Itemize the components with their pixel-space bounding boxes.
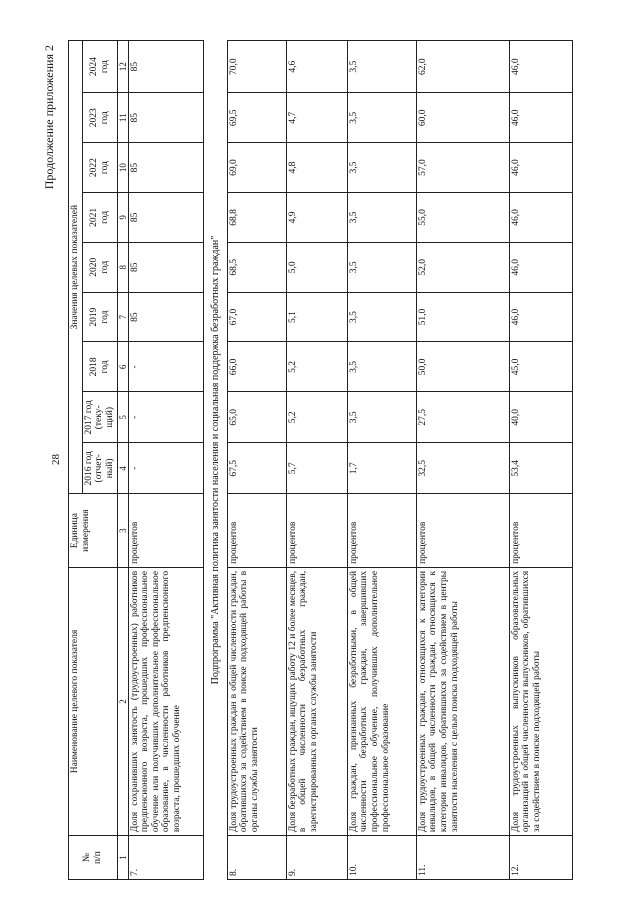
row-number: 7.	[128, 836, 203, 880]
indicator-name: Доля сохранивших занятость (трудоустроенных) работников предпенсионного возраста, прошедших профессиональное обучение или получивших дополнительное профессиональное образование, в численности работников предпенсионного возраста, прошедших обучение	[128, 567, 203, 835]
indicator-unit: процентов	[128, 494, 203, 568]
indicator-value: 4,7	[286, 93, 347, 143]
table-row	[347, 41, 416, 880]
header-year: 2017 год (теку- щий)	[82, 392, 117, 443]
indicator-value: 70,0	[227, 41, 286, 93]
indicator-value: 46,0	[509, 242, 572, 292]
indicator-value: 3,5	[347, 93, 416, 143]
indicator-value: 69,0	[227, 143, 286, 193]
header-year: 2018 год	[82, 342, 117, 392]
header-year: 2024 год	[82, 41, 117, 93]
indicator-unit: процентов	[347, 494, 416, 568]
indicator-value: 46,0	[509, 193, 572, 243]
indicator-value: 3,5	[347, 392, 416, 443]
table-bottom-edge	[572, 41, 593, 880]
column-number: 8	[117, 242, 128, 292]
indicator-value: 85	[128, 242, 203, 292]
column-number: 3	[117, 494, 128, 568]
indicator-value: 85	[128, 93, 203, 143]
indicator-name: Доля трудоустроенных граждан в общей численности граждан, обратившихся за содействием в поиске подходящей работы в органы службы занятости	[227, 567, 286, 835]
row-number: 10.	[347, 836, 416, 880]
indicator-value: 27,5	[416, 392, 509, 443]
indicator-value: 4,9	[286, 193, 347, 243]
indicator-value: 46,0	[509, 41, 572, 93]
column-number: 5	[117, 392, 128, 443]
indicator-name: Доля безработных граждан, ищущих работу 12 и более месяцев, в общей численности безработных граждан, зарегистрированных в органах службы занятости	[286, 567, 347, 835]
column-number: 4	[117, 443, 128, 494]
column-number: 7	[117, 292, 128, 342]
subprogram-title: Подпрограмма "Активная политика занятости населения и социальная поддержка безработных граждан"	[203, 41, 227, 880]
row-number: 12.	[509, 836, 572, 880]
indicator-value: 46,0	[509, 292, 572, 342]
column-number: 11	[117, 93, 128, 143]
indicator-value: 3,5	[347, 242, 416, 292]
indicator-value: 3,5	[347, 193, 416, 243]
indicator-value: 55,0	[416, 193, 509, 243]
appendix-caption: Продолжение приложения 2	[42, 45, 56, 190]
indicator-value: 85	[128, 41, 203, 93]
indicator-value: -	[128, 443, 203, 494]
table-row	[286, 41, 347, 880]
indicator-value: -	[128, 342, 203, 392]
header-unit: Единица измерения	[69, 494, 118, 568]
indicator-value: 85	[128, 193, 203, 243]
indicator-value: 52,0	[416, 242, 509, 292]
header-no: № п/п	[69, 836, 118, 880]
indicator-value: 62,0	[416, 41, 509, 93]
indicator-value: 1,7	[347, 443, 416, 494]
header-year: 2020 год	[82, 242, 117, 292]
indicator-value: 65,0	[227, 392, 286, 443]
indicator-value: 46,0	[509, 143, 572, 193]
indicator-value: 5,2	[286, 392, 347, 443]
indicator-value: 3,5	[347, 342, 416, 392]
column-number: 10	[117, 143, 128, 193]
indicator-value: 5,1	[286, 292, 347, 342]
indicator-value: 66,0	[227, 342, 286, 392]
indicator-value: 67,5	[227, 443, 286, 494]
indicator-value: 51,0	[416, 292, 509, 342]
row-number: 9.	[286, 836, 347, 880]
indicator-name: Доля граждан, признанных безработными, в общей численности безработных граждан, завершивших профессиональное обучение, получивших дополнительное профессиональное образование	[347, 567, 416, 835]
indicator-value: 53,4	[509, 443, 572, 494]
header-name: Наименование целевого показателя	[69, 567, 118, 835]
indicator-unit: процентов	[286, 494, 347, 568]
indicator-value: 45,0	[509, 342, 572, 392]
header-year: 2019 год	[82, 292, 117, 342]
column-number: 2	[117, 567, 128, 835]
indicator-value: 85	[128, 143, 203, 193]
indicator-value: 5,0	[286, 242, 347, 292]
header-year: 2021 год	[82, 193, 117, 243]
indicator-value: 3,5	[347, 292, 416, 342]
indicator-unit: процентов	[416, 494, 509, 568]
indicator-value: 68,5	[227, 242, 286, 292]
column-number: 9	[117, 193, 128, 243]
column-number: 1	[117, 836, 128, 880]
indicator-value: 4,6	[286, 41, 347, 93]
indicator-value: 69,5	[227, 93, 286, 143]
header-year: 2016 год (отчет- ный)	[82, 443, 117, 494]
table-row	[227, 41, 286, 880]
indicator-value: 5,2	[286, 342, 347, 392]
table-row	[128, 41, 203, 880]
indicator-value: 46,0	[509, 93, 572, 143]
indicator-value: 32,5	[416, 443, 509, 494]
indicator-unit: процентов	[227, 494, 286, 568]
indicator-value: 3,5	[347, 41, 416, 93]
column-number: 12	[117, 41, 128, 93]
indicator-value: 67,0	[227, 292, 286, 342]
table-row	[509, 41, 572, 880]
header-year: 2022 год	[82, 143, 117, 193]
indicator-name: Доля трудоустроенных граждан, относящихся к категории инвалидов, в общей численности граждан, относящихся к категории инвалидов, обратившихся за содействием в центры занятости населения с целью поиска подходящей работы	[416, 567, 509, 835]
target-indicators-table	[68, 40, 593, 880]
indicator-value: -	[128, 392, 203, 443]
indicator-value: 40,0	[509, 392, 572, 443]
indicator-value: 57,0	[416, 143, 509, 193]
row-number: 8.	[227, 836, 286, 880]
indicator-value: 68,8	[227, 193, 286, 243]
header-year: 2023 год	[82, 93, 117, 143]
indicator-value: 60,0	[416, 93, 509, 143]
indicator-value: 5,7	[286, 443, 347, 494]
indicator-value: 85	[128, 292, 203, 342]
row-number: 11.	[416, 836, 509, 880]
indicator-value: 50,0	[416, 342, 509, 392]
indicator-value: 3,5	[347, 143, 416, 193]
indicator-unit: процентов	[509, 494, 572, 568]
indicator-name: Доля трудоустроенных выпускников образовательных организаций в общей численности выпускников, обратившихся за содействием в поиске подходящей работы	[509, 567, 572, 835]
table-row	[416, 41, 509, 880]
indicator-value: 4,8	[286, 143, 347, 193]
header-group: Значения целевых показателей	[69, 41, 83, 494]
page-number: 28	[50, 454, 62, 465]
column-number: 6	[117, 342, 128, 392]
